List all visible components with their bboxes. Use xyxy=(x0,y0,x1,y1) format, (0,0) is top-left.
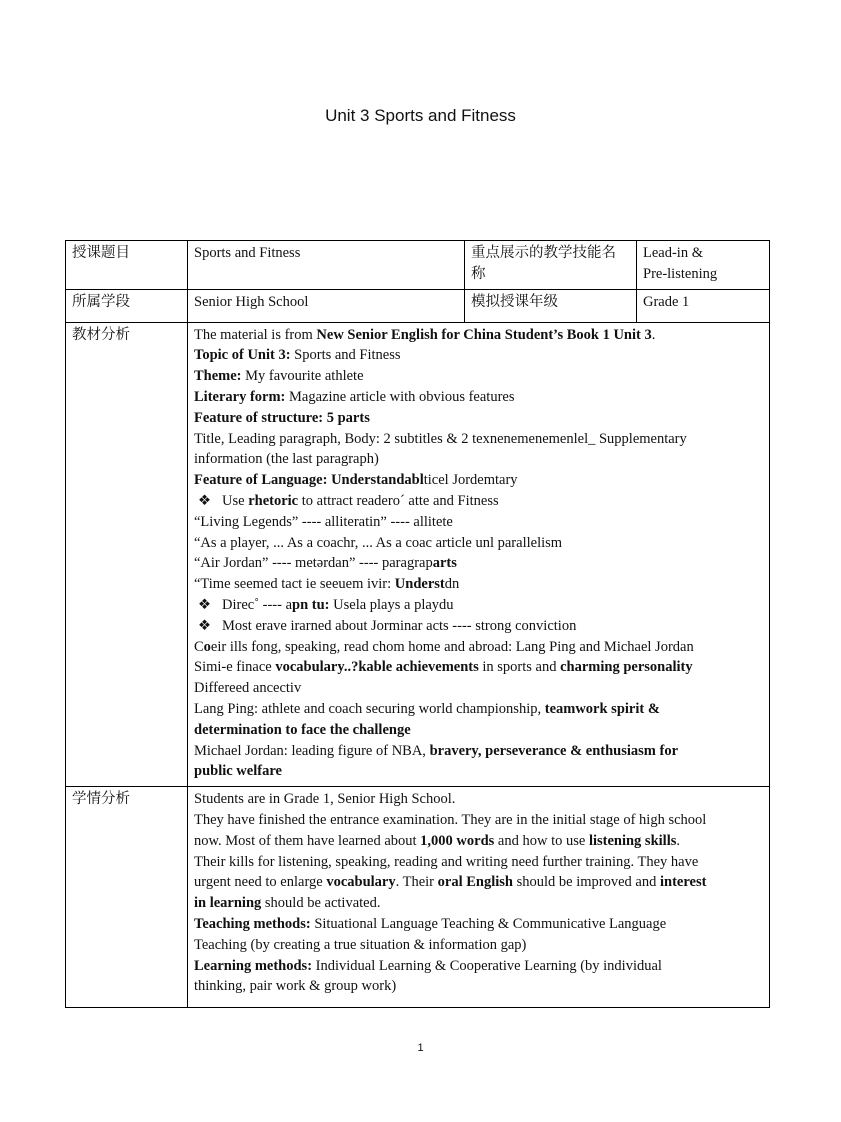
text: should be activated. xyxy=(261,895,381,912)
table-row xyxy=(66,241,770,290)
student-line: Their kills for listening, speaking, reading and writing need further training. They have xyxy=(194,853,699,870)
form-line xyxy=(194,387,763,408)
content-line xyxy=(194,637,763,658)
direct-bullet xyxy=(194,595,763,616)
diamond-bullet-icon: ❖ xyxy=(198,492,211,509)
value-grade: Grade 1 xyxy=(637,289,770,322)
table-row xyxy=(66,787,770,1008)
text: Simi-e finace xyxy=(194,659,276,676)
example-line: “Living Legends” ---- alliteratin” ---- allitete xyxy=(194,513,453,530)
structure-line: Title, Leading paragraph, Body: 2 subtitles & 2 texnenemenemenlel_ Supplementary xyxy=(194,430,687,447)
book-title: New Senior English for China Student’s Book 1 Unit 3 xyxy=(316,326,652,343)
structure-label: Feature of structure: 5 parts xyxy=(194,409,370,426)
topic-value: Sports and Fitness xyxy=(290,347,401,364)
text-bold: vocabulary..?kable achievements xyxy=(275,659,479,676)
student-line xyxy=(194,872,763,893)
material-analysis-content xyxy=(188,322,770,787)
rhetoric-bullet xyxy=(194,491,763,512)
language-heading xyxy=(194,470,763,491)
student-line xyxy=(194,831,763,852)
material-intro xyxy=(194,325,763,346)
form-label: Literary form: xyxy=(194,388,286,405)
text: ticel Jordemtary xyxy=(423,472,518,489)
teaching-methods-line xyxy=(194,914,763,935)
text: to attract readeroˊ atte and Fitness xyxy=(298,492,499,509)
value-teaching-skill xyxy=(637,241,770,290)
text: should be improved and xyxy=(512,874,660,891)
label-teaching-skill: 重点展示的教学技能名称 xyxy=(465,241,637,290)
topic-label: Topic of Unit 3: xyxy=(194,347,291,364)
diamond-bullet-icon: ❖ xyxy=(198,617,211,634)
text: . xyxy=(651,326,656,343)
text-bold: oral English xyxy=(437,874,513,891)
label-student-analysis: 学情分析 xyxy=(66,787,188,1008)
text: The material is from xyxy=(194,326,317,343)
teaching-methods-label: Teaching methods: xyxy=(194,915,311,932)
text: C xyxy=(194,638,204,655)
content-line: Differeed ancectiv xyxy=(194,680,302,697)
rhetoric-bold: rhetoric xyxy=(248,492,299,509)
text: now. Most of them have learned about xyxy=(194,832,421,849)
text: Direc˚ ---- a xyxy=(222,596,293,613)
text: eir ills fong, speaking, read chom home and abroad: Lang Ping and Michael Jordan xyxy=(210,638,694,655)
page-title: Unit 3 Sports and Fitness xyxy=(325,106,516,125)
text: Lang Ping: athlete and coach securing world championship, xyxy=(194,700,545,717)
label-school-stage: 所属学段 xyxy=(66,289,188,322)
text-bold: Underst xyxy=(394,576,445,593)
text: Most erave irarned about Jorminar acts ---- strong conviction xyxy=(222,617,577,634)
text-bold: determination to face the challenge xyxy=(194,721,411,738)
learning-methods-line: thinking, pair work & group work) xyxy=(194,978,397,995)
text: Usela plays a playdu xyxy=(329,596,454,613)
language-label: Feature of Language: Understandabl xyxy=(194,472,424,489)
topic-line xyxy=(194,345,763,366)
text: and how to use xyxy=(494,832,589,849)
learning-methods-line xyxy=(194,956,763,977)
teaching-skill-line: Pre-listening xyxy=(643,265,718,282)
student-analysis-content xyxy=(188,787,770,1008)
text: Michael Jordan: leading figure of NBA, xyxy=(194,742,430,759)
structure-heading xyxy=(194,408,763,429)
example-line xyxy=(194,574,763,595)
example-line: “As a player, ... As a coachr, ... As a coac article unl parallelism xyxy=(194,534,563,551)
example-line xyxy=(194,553,763,574)
text: “Time seemed tact ie seeuem ivir: xyxy=(194,576,395,593)
learning-methods-label: Learning methods: xyxy=(194,957,313,974)
text-bold: bravery, perseverance & enthusiasm for xyxy=(429,742,679,759)
text-bold: listening skills xyxy=(588,832,677,849)
label-grade: 模拟授课年级 xyxy=(465,289,637,322)
text-bold: interest xyxy=(659,874,707,891)
text-bold: pn tu: xyxy=(292,596,330,613)
label-lesson-title: 授课题目 xyxy=(66,241,188,290)
text-bold: charming personality xyxy=(560,659,693,676)
student-line: They have finished the entrance examination. They are in the initial stage of high school xyxy=(194,811,707,828)
jordan-line xyxy=(194,741,763,762)
text-bold: 1,000 words xyxy=(420,832,495,849)
text-bold: o xyxy=(203,638,211,655)
text-bold: arts xyxy=(432,555,457,572)
diamond-bullet-icon: ❖ xyxy=(198,596,211,613)
text: urgent need to enlarge xyxy=(194,874,327,891)
student-line: Students are in Grade 1, Senior High School. xyxy=(194,791,456,808)
text: in sports and xyxy=(478,659,561,676)
form-value: Magazine article with obvious features xyxy=(285,388,515,405)
lesson-plan-table xyxy=(65,240,770,1008)
text-bold: in learning xyxy=(194,895,262,912)
structure-line: information (the last paragraph) xyxy=(194,451,379,468)
text: Use xyxy=(222,492,249,509)
table-row xyxy=(66,322,770,787)
value-lesson-title: Sports and Fitness xyxy=(188,241,465,290)
student-line xyxy=(194,893,763,914)
theme-label: Theme: xyxy=(194,368,242,385)
text: Situational Language Teaching & Communicative Language xyxy=(310,915,667,932)
text: . xyxy=(676,832,680,849)
teaching-methods-line: Teaching (by creating a true situation & information gap) xyxy=(194,936,527,953)
text: . Their xyxy=(395,874,438,891)
text: Individual Learning & Cooperative Learning (by individual xyxy=(312,957,662,974)
most-bullet xyxy=(194,616,763,637)
value-school-stage: Senior High School xyxy=(188,289,465,322)
teaching-skill-line: Lead-in & xyxy=(643,245,703,261)
page-number: 1 xyxy=(417,1042,424,1054)
text-bold: vocabulary xyxy=(326,874,396,891)
text-bold: teamwork spirit & xyxy=(544,700,660,717)
theme-line xyxy=(194,366,763,387)
lang-ping-line xyxy=(194,720,763,741)
jordan-line xyxy=(194,761,763,782)
theme-value: My favourite athlete xyxy=(241,368,364,385)
text: dn xyxy=(444,576,460,593)
table-row xyxy=(66,289,770,322)
text-bold: public welfare xyxy=(194,763,282,780)
text: “Air Jordan” ---- metərdan” ---- paragrap xyxy=(194,555,433,572)
lang-ping-line xyxy=(194,699,763,720)
content-line xyxy=(194,657,763,678)
label-material-analysis: 教材分析 xyxy=(66,322,188,787)
